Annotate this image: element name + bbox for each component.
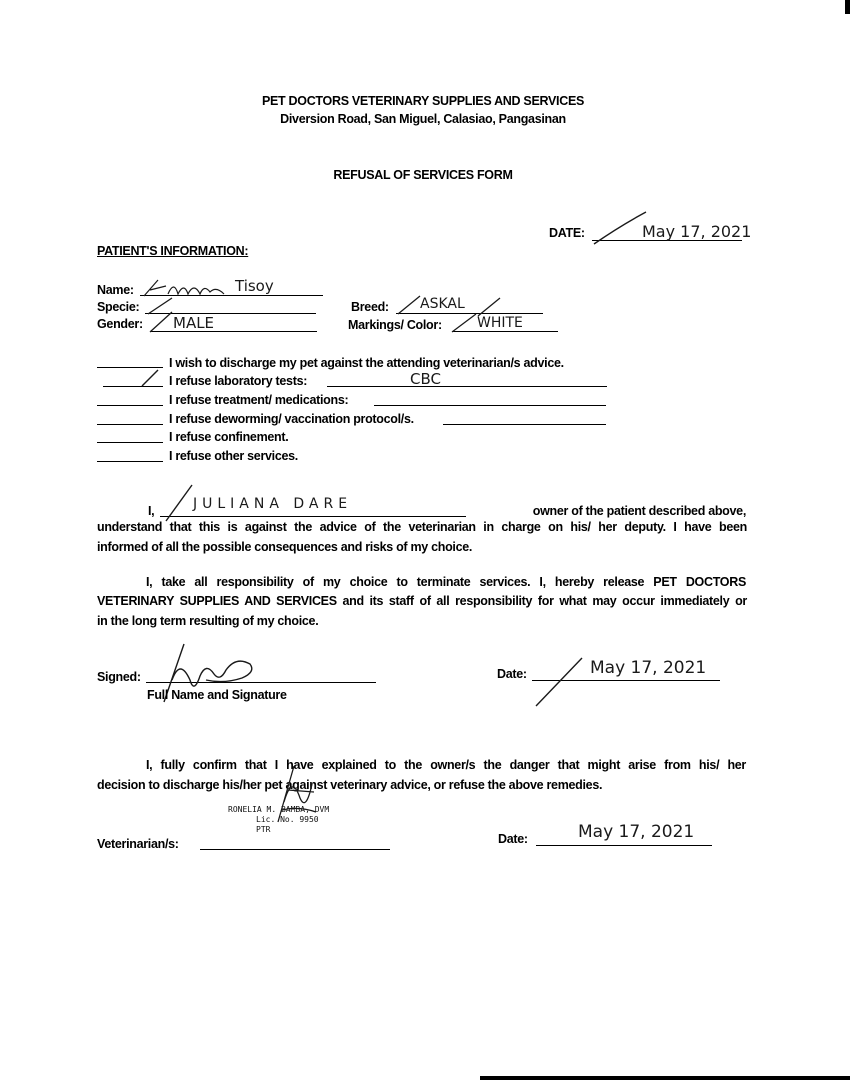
veterinarian-label: Veterinarian/s: (97, 837, 179, 851)
option-1-text: I wish to discharge my pet against the attending veterinarian/s advice. (169, 356, 564, 370)
statement2-line1: I, take all responsibility of my choice to terminate services. I, hereby release PET DOCTORS (146, 575, 746, 589)
option-2-check-slash (140, 368, 162, 388)
top-date-slash (590, 208, 650, 248)
statement2-line2: VETERINARY SUPPLIES AND SERVICES and its staff of all responsibility for what may occur immediately or (97, 594, 747, 608)
markings-slash (450, 310, 480, 334)
gender-slash (148, 310, 178, 334)
owner-name-value: JULIANA DARE (193, 496, 353, 512)
statement1-line1-suffix: owner of the patient described above, (532, 504, 746, 518)
gender-label: Gender: (97, 317, 143, 331)
owner-date-label: Date: (497, 667, 527, 681)
option-6-text: I refuse other services. (169, 449, 298, 463)
option-5-text: I refuse confinement. (169, 430, 289, 444)
option-2-detail: CBC (410, 370, 441, 388)
breed-label: Breed: (351, 300, 389, 314)
top-date-label: DATE: (549, 226, 585, 240)
option-3-text: I refuse treatment/ medications: (169, 393, 349, 407)
vet-stamp-ptr: PTR (256, 825, 271, 834)
owner-date-slash (532, 654, 588, 710)
form-title: REFUSAL OF SERVICES FORM (333, 168, 513, 182)
vet-stamp-name: RONELIA M. BAMBA, DVM (228, 805, 330, 814)
statement3-line1: I, fully confirm that I have explained to the owner/s the danger that might arise from his/ her (146, 758, 746, 772)
signature-caption: Full Name and Signature (147, 688, 287, 702)
clinic-name: PET DOCTORS VETERINARY SUPPLIES AND SERVICES (261, 94, 585, 108)
signed-label: Signed: (97, 670, 141, 684)
markings-label: Markings/ Color: (348, 318, 442, 332)
statement2-line3: in the long term resulting of my choice. (97, 614, 319, 628)
patient-section-title: PATIENT'S INFORMATION: (97, 244, 249, 258)
statement1-line2: understand that this is against the advice of the veterinarian in charge on his/ her deputy. I have been (97, 520, 747, 534)
name-value: Tisoy (235, 277, 274, 295)
option-3-checkline[interactable] (97, 405, 163, 406)
option-4-detail-line[interactable] (443, 424, 606, 425)
statement1-prefix: I, (148, 504, 155, 518)
option-6-checkline[interactable] (97, 461, 163, 462)
option-5-checkline[interactable] (97, 442, 163, 443)
scan-bottom-edge (480, 1076, 850, 1080)
owner-date-value: May 17, 2021 (590, 658, 707, 678)
option-3-detail-line[interactable] (374, 405, 606, 406)
breed-value: ASKAL (420, 296, 465, 312)
option-2-detail-line[interactable] (327, 386, 607, 387)
top-date-value: May 17, 2021 (642, 222, 752, 241)
markings-value: WHITE (477, 315, 523, 331)
clinic-address: Diversion Road, San Miguel, Calasiao, Pangasinan (280, 112, 566, 126)
statement1-line3: informed of all the possible consequences and risks of my choice. (97, 540, 473, 554)
veterinarian-line[interactable] (200, 849, 390, 850)
vet-date-line[interactable] (536, 845, 712, 846)
scan-corner-mark (845, 0, 850, 14)
specie-label: Specie: (97, 300, 140, 314)
name-label: Name: (97, 283, 134, 297)
vet-date-value: May 17, 2021 (578, 822, 695, 842)
option-2-text: I refuse laboratory tests: (169, 374, 308, 388)
gender-value: MALE (173, 314, 215, 332)
vet-date-label: Date: (498, 832, 528, 846)
option-4-checkline[interactable] (97, 424, 163, 425)
vet-signature (268, 762, 324, 828)
vet-stamp-lic: Lic. No. 9950 (256, 815, 319, 824)
option-4-text: I refuse deworming/ vaccination protocol/s. (169, 412, 414, 426)
statement3-line2: decision to discharge his/her pet against veterinary advice, or refuse the above remedies. (97, 778, 603, 792)
